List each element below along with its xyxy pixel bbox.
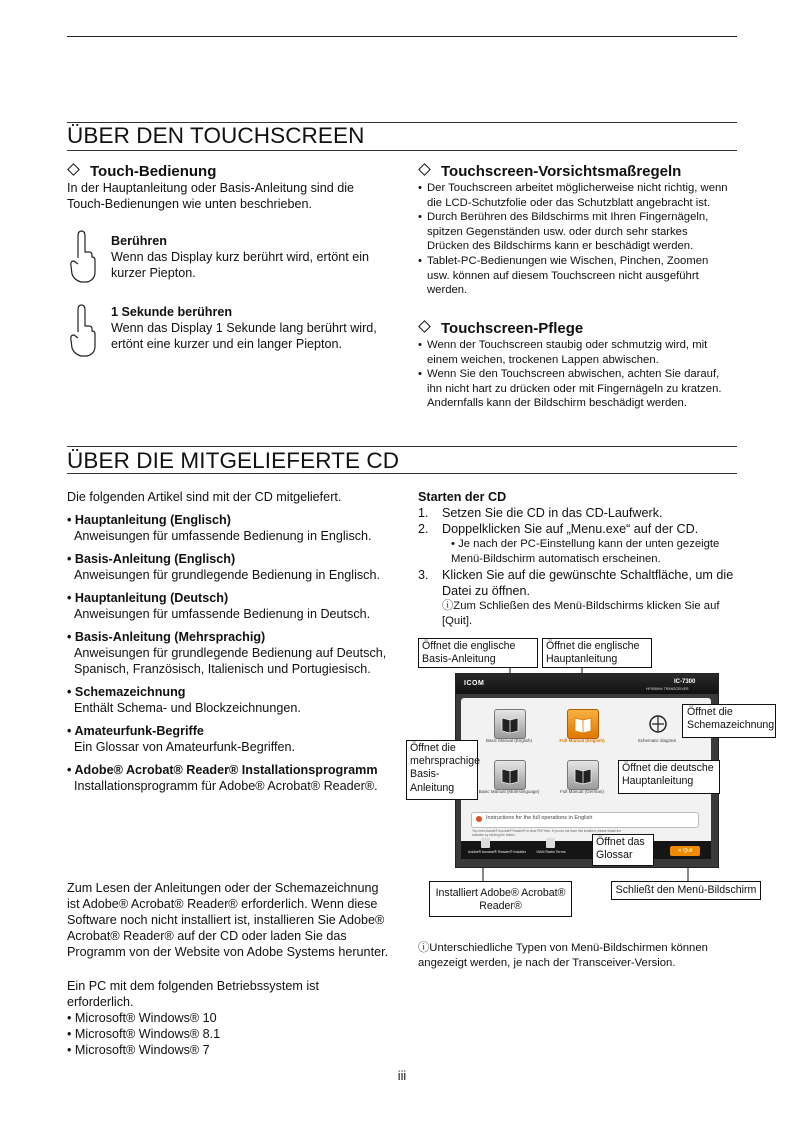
quit-button[interactable]: ✕ Quit (670, 846, 700, 856)
top-rule (67, 36, 737, 37)
touch-ops-intro: In der Hauptanleitung oder Basis-Anleitung sind die Touch-Bedienungen wie unten beschrieben. (67, 181, 355, 211)
basic-manual-multi-button[interactable] (494, 760, 526, 790)
basic-manual-en-caption: Basic Manual (English) (485, 738, 533, 743)
care-list (418, 338, 730, 411)
list-item: • Adobe® Acrobat® Reader® Installationsprogramm Installationsprogramm für Adobe® Acrobat® Reader®. (67, 763, 378, 793)
reader-paragraph: Zum Lesen der Anleitungen oder der Schemazeichnung ist Adobe® Acrobat® Reader® erforderlich. Wenn diese Software noch nicht installiert ist, installieren Sie Adobe® Acrobat® Reader® auf der CD oder laden Sie das Programm von der Website von Adobe Systems herunter. (67, 881, 389, 959)
menu-footnote: ⓘUnterschiedliche Typen von Menü-Bildschirmen können angezeigt werden, je nach der Transceiver-Version. (418, 942, 708, 969)
hold-finger-icon (69, 304, 99, 358)
diamond-icon (418, 163, 431, 176)
list-item: • Der Touchscreen arbeitet möglicherweise nicht richtig, wenn die LCD-Schutzfolie oder das Schutzblatt angebracht ist. (418, 181, 730, 210)
callout-full-en: Öffnet die englische Hauptanleitung (542, 638, 652, 668)
book-icon (495, 710, 525, 738)
touch-name: Berühren (111, 234, 167, 248)
step-item: 3. Klicken Sie auf die gewünschte Schaltfläche, um die Datei zu öffnen. ⓘZum Schließen des Menü-Bildschirms klicken Sie auf [Quit]. (418, 568, 734, 627)
os-paragraph: Ein PC mit dem folgenden Betriebssystem ist erforderlich. (67, 979, 319, 1009)
start-heading: Starten der CD (418, 490, 507, 504)
list-item: • Durch Berühren des Bildschirms mit Ihren Fingernägeln, spitzen Gegenständen usw. oder durch sehr starkes Drücken des Bildschirms kann er beschädigt werden. (418, 210, 730, 254)
diamond-icon (67, 163, 80, 176)
full-manual-en-button[interactable] (567, 709, 599, 739)
info-icon (476, 816, 482, 822)
full-manual-de-caption: Full Manual (German) (560, 789, 604, 794)
callout-installer: Installiert Adobe® Acrobat® Reader® (429, 881, 572, 917)
full-manual-de-button[interactable] (567, 760, 599, 790)
step-item: 2. Doppelklicken Sie auf „Menu.exe“ auf der CD. • Je nach der PC-Einstellung kann der unten gezeigte Menü-Bildschirm automatisch erscheinen. (418, 522, 720, 565)
caution-list (418, 181, 730, 298)
callout-glossary: Öffnet das Glossar (592, 834, 654, 866)
callout-full-de: Öffnet die deutsche Hauptanleitung (618, 760, 720, 794)
book-icon (568, 761, 598, 789)
section-title-touchscreen: ÜBER DEN TOUCHSCREEN (67, 123, 365, 148)
list-item: • Basis-Anleitung (Englisch) Anweisungen für grundlegende Bedienung in Englisch. (67, 552, 380, 582)
list-item: • Tablet-PC-Bedienungen wie Wischen, Pinchen, Zoomen usw. können auf diesem Touchscreen nicht ausgeführt werden. (418, 254, 730, 298)
cd-intro: Die folgenden Artikel sind mit der CD mitgeliefert. (67, 490, 342, 504)
callout-quit: Schließt den Menü-Bildschirm (611, 881, 761, 900)
brand-logo: ICOM (464, 680, 485, 687)
installer-button[interactable]: Adobe® Acrobat® Reader® Installer (468, 850, 526, 854)
model-subtitle: HF/50MHz TRANSCEIVER (646, 687, 689, 691)
list-item: • Wenn der Touchscreen staubig oder schmutzig wird, mit einem weichen, trockenen Lappen abwischen. (418, 338, 730, 367)
diamond-icon (418, 320, 431, 333)
caution-heading: Touchscreen-Vorsichtsmaßregeln (418, 163, 681, 181)
list-item: • Schemazeichnung Enthält Schema- und Blockzeichnungen. (67, 685, 301, 715)
model-label: IC-7300 (674, 679, 696, 685)
reader-notice: You need Adobe® Acrobat® Reader® to view PDF files. If you do not have this installed, please install the software by clicking the button. (472, 829, 622, 837)
callout-schematic: Öffnet die Schemazeichnung (682, 704, 776, 738)
installer-icon (481, 838, 490, 848)
tap-finger-icon (69, 230, 99, 284)
list-item: • Hauptanleitung (Deutsch) Anweisungen für umfassende Bedienung in Deutsch. (67, 591, 371, 621)
section-rule (67, 150, 737, 151)
full-manual-en-caption: Full Manual (English) (559, 738, 605, 743)
hold-desc: Wenn das Display 1 Sekunde lang berührt wird, ertönt eine kurzer und ein langer Piepton. (111, 321, 377, 351)
touch-ops-heading: Touch-Bedienung (67, 163, 216, 181)
schematic-caption: Schematic diagram (637, 738, 677, 743)
step-item: 1. Setzen Sie die CD in das CD-Laufwerk. (418, 506, 663, 520)
list-item: • Wenn Sie den Touchscreen abwischen, achten Sie darauf, ihn nicht hart zu drücken oder mit Fingernägeln zu kratzen. Andernfalls kann der Bildschirm beschädigt werden. (418, 367, 730, 411)
section-rule (67, 122, 737, 123)
section-title-cd: ÜBER DIE MITGELIEFERTE CD (67, 448, 400, 473)
section-rule (67, 473, 737, 474)
book-icon (568, 710, 598, 738)
care-heading: Touchscreen-Pflege (418, 320, 583, 338)
list-item: • Microsoft® Windows® 7 (67, 1043, 210, 1057)
book-icon (495, 761, 525, 789)
steps-list (418, 505, 736, 628)
list-item: • Amateurfunk-Begriffe Ein Glossar von Amateurfunk-Begriffen. (67, 724, 295, 754)
cd-item-list (67, 512, 392, 801)
terms-button[interactable]: HAM Radio Terms (536, 850, 566, 854)
callout-multi: Öffnet die mehrsprachige Basis-Anleitung (406, 740, 478, 800)
basic-manual-en-button[interactable] (494, 709, 526, 739)
section-rule (67, 446, 737, 447)
page-number: iii (397, 1069, 407, 1083)
list-item: • Basis-Anleitung (Mehrsprachig) Anweisungen für grundlegende Bedienung auf Deutsch, Spanisch, Französisch, Italienisch und Portugiesisch. (67, 630, 387, 676)
os-list (67, 1010, 220, 1058)
basic-manual-multi-caption: Basic Manual (Multi-language) (478, 789, 540, 794)
terms-icon (546, 838, 555, 848)
list-item: • Hauptanleitung (Englisch) Anweisungen für umfassende Bedienung in Englisch. (67, 513, 372, 543)
instructions-bar: Instructions for the full operations in English (471, 812, 699, 828)
schematic-button[interactable] (642, 709, 674, 739)
hold-name: 1 Sekunde berühren (111, 305, 233, 319)
callout-basic-en: Öffnet die englische Basis-Anleitung (418, 638, 538, 668)
schematic-icon (643, 710, 673, 738)
list-item: • Microsoft® Windows® 10 (67, 1011, 217, 1025)
touch-desc: Wenn das Display kurz berührt wird, ertönt ein kurzer Piepton. (111, 250, 370, 280)
list-item: • Microsoft® Windows® 8.1 (67, 1027, 221, 1041)
